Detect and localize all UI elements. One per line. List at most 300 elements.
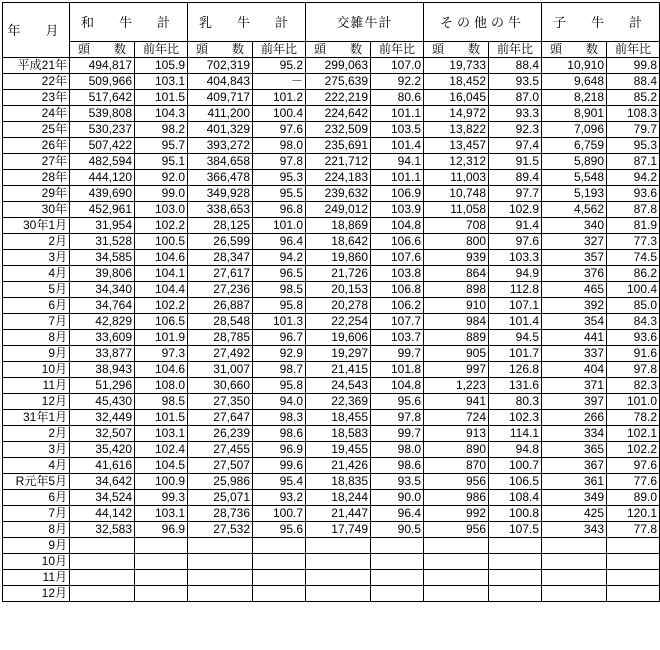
cell-ratio: 77.6 [607, 474, 660, 490]
cell-count [542, 554, 607, 570]
cell-count: 19,860 [306, 250, 371, 266]
cell-ratio: 93.3 [489, 106, 542, 122]
cell-ratio: 100.8 [489, 506, 542, 522]
cell-count: 404 [542, 362, 607, 378]
cell-count: 354 [542, 314, 607, 330]
row-label: 4月 [3, 266, 70, 282]
cell-ratio [253, 570, 306, 586]
table-row [3, 554, 660, 570]
row-label: 30年 [3, 202, 70, 218]
row-label: 30年1月 [3, 218, 70, 234]
cell-ratio: 108.4 [489, 490, 542, 506]
cell-ratio: 104.8 [371, 218, 424, 234]
cell-ratio: 97.4 [489, 138, 542, 154]
row-label: 31年1月 [3, 410, 70, 426]
cell-ratio: 92.3 [489, 122, 542, 138]
cell-count: 27,236 [188, 282, 253, 298]
cell-ratio: 87.8 [607, 202, 660, 218]
cell-count: 327 [542, 234, 607, 250]
cell-count: 889 [424, 330, 489, 346]
cell-count: 26,599 [188, 234, 253, 250]
cell-ratio [371, 554, 424, 570]
cell-count: 33,877 [70, 346, 135, 362]
cell-count: 31,954 [70, 218, 135, 234]
cell-count [70, 570, 135, 586]
cell-ratio: 90.5 [371, 522, 424, 538]
cell-ratio: 101.1 [371, 106, 424, 122]
cell-ratio: 93.6 [607, 186, 660, 202]
cell-count: 27,507 [188, 458, 253, 474]
cell-ratio: 92.9 [253, 346, 306, 362]
table-row [3, 394, 660, 410]
table-row [3, 250, 660, 266]
cell-ratio: 97.8 [253, 154, 306, 170]
cell-ratio: 104.1 [135, 266, 188, 282]
group-header-crossbred: 交雑牛計 [306, 3, 424, 42]
table-row [3, 90, 660, 106]
cell-count: 31,528 [70, 234, 135, 250]
cell-ratio: 96.4 [253, 234, 306, 250]
cell-ratio: 101.5 [135, 410, 188, 426]
cell-ratio: 95.1 [135, 154, 188, 170]
cell-count: 349,928 [188, 186, 253, 202]
sub-header-ratio: 前年比 [253, 42, 306, 58]
cell-count: 34,585 [70, 250, 135, 266]
cell-ratio: 97.6 [253, 122, 306, 138]
cell-count: 18,642 [306, 234, 371, 250]
cell-count: 34,642 [70, 474, 135, 490]
table-row [3, 442, 660, 458]
header-row-sub [3, 42, 660, 58]
cell-ratio: 98.0 [371, 442, 424, 458]
cell-count: 517,642 [70, 90, 135, 106]
cell-count: 13,457 [424, 138, 489, 154]
cell-ratio: 108.3 [607, 106, 660, 122]
cell-count: 992 [424, 506, 489, 522]
cell-ratio: 93.6 [607, 330, 660, 346]
cell-count: 266 [542, 410, 607, 426]
row-label: 6月 [3, 490, 70, 506]
cell-count: 35,420 [70, 442, 135, 458]
cell-count [306, 538, 371, 554]
cell-count: 367 [542, 458, 607, 474]
row-label: R元年5月 [3, 474, 70, 490]
cell-ratio [489, 538, 542, 554]
cell-ratio: 77.8 [607, 522, 660, 538]
cell-count [542, 570, 607, 586]
cell-ratio: 82.3 [607, 378, 660, 394]
cell-count [542, 538, 607, 554]
table-row [3, 138, 660, 154]
cell-ratio: 91.6 [607, 346, 660, 362]
row-label: 2月 [3, 426, 70, 442]
cell-count: 7,096 [542, 122, 607, 138]
cell-count [542, 586, 607, 602]
cell-ratio: 103.1 [135, 74, 188, 90]
cell-count: 45,430 [70, 394, 135, 410]
cell-count: 34,340 [70, 282, 135, 298]
cell-count: 357 [542, 250, 607, 266]
cell-count: 25,071 [188, 490, 253, 506]
cell-ratio [253, 554, 306, 570]
cell-count: 343 [542, 522, 607, 538]
cell-count: 397 [542, 394, 607, 410]
sub-header-count: 頭 数 [306, 42, 371, 58]
cell-ratio: 103.1 [135, 426, 188, 442]
sub-header-count: 頭 数 [542, 42, 607, 58]
cell-ratio: 112.8 [489, 282, 542, 298]
cell-count: 21,447 [306, 506, 371, 522]
cell-ratio: 95.8 [253, 378, 306, 394]
cell-ratio: 94.8 [489, 442, 542, 458]
cell-count: 702,319 [188, 58, 253, 74]
row-label: 23年 [3, 90, 70, 106]
cell-ratio [371, 538, 424, 554]
sub-header-ratio: 前年比 [607, 42, 660, 58]
cell-count: 338,653 [188, 202, 253, 218]
cell-ratio: 103.5 [371, 122, 424, 138]
cell-count: 32,449 [70, 410, 135, 426]
cell-ratio: 98.5 [253, 282, 306, 298]
cell-ratio: 102.2 [607, 442, 660, 458]
cell-count: 28,736 [188, 506, 253, 522]
cell-count: 38,943 [70, 362, 135, 378]
cell-ratio: 102.3 [489, 410, 542, 426]
cell-count: 384,658 [188, 154, 253, 170]
cell-ratio: 99.3 [135, 490, 188, 506]
cell-ratio: 106.2 [371, 298, 424, 314]
cell-count: 800 [424, 234, 489, 250]
row-label: 22年 [3, 74, 70, 90]
cell-count [188, 586, 253, 602]
table-row [3, 378, 660, 394]
table-row [3, 570, 660, 586]
cell-ratio: 98.0 [253, 138, 306, 154]
cell-ratio: 97.6 [607, 458, 660, 474]
header-row-groups [3, 3, 660, 42]
cell-count: 34,524 [70, 490, 135, 506]
row-label: 11月 [3, 378, 70, 394]
row-label: 12月 [3, 394, 70, 410]
table-row [3, 586, 660, 602]
cattle-slaughter-table [2, 2, 660, 602]
table-row [3, 538, 660, 554]
cell-ratio: 106.9 [371, 186, 424, 202]
cell-ratio: 96.9 [135, 522, 188, 538]
cell-count: 439,690 [70, 186, 135, 202]
table-row [3, 410, 660, 426]
cell-count: 26,887 [188, 298, 253, 314]
cell-ratio: 107.7 [371, 314, 424, 330]
cell-count: 939 [424, 250, 489, 266]
cell-ratio: 100.5 [135, 234, 188, 250]
cell-ratio [135, 586, 188, 602]
row-label: 12月 [3, 586, 70, 602]
table-row [3, 58, 660, 74]
table-row [3, 474, 660, 490]
cell-count: 224,183 [306, 170, 371, 186]
row-label: 11月 [3, 570, 70, 586]
cell-count: 956 [424, 522, 489, 538]
row-label: 6月 [3, 298, 70, 314]
cell-count: 444,120 [70, 170, 135, 186]
cell-ratio: 88.4 [607, 74, 660, 90]
cell-count: 20,278 [306, 298, 371, 314]
cell-ratio: 95.2 [253, 58, 306, 74]
cell-ratio: 101.9 [135, 330, 188, 346]
row-label: 24年 [3, 106, 70, 122]
cell-count [306, 570, 371, 586]
sub-header-ratio: 前年比 [135, 42, 188, 58]
cell-count: 465 [542, 282, 607, 298]
cell-count: 349 [542, 490, 607, 506]
cell-ratio: 107.1 [489, 298, 542, 314]
cell-count: 249,012 [306, 202, 371, 218]
cell-count: 393,272 [188, 138, 253, 154]
cell-count: 28,548 [188, 314, 253, 330]
cell-count: 27,455 [188, 442, 253, 458]
cell-ratio: 80.3 [489, 394, 542, 410]
cell-ratio: 101.3 [253, 314, 306, 330]
cell-ratio: 102.2 [135, 298, 188, 314]
cell-ratio: 101.4 [371, 138, 424, 154]
cell-ratio: 80.6 [371, 90, 424, 106]
cell-count: 44,142 [70, 506, 135, 522]
row-label: 8月 [3, 522, 70, 538]
cell-count: 224,642 [306, 106, 371, 122]
cell-count: 6,759 [542, 138, 607, 154]
cell-ratio: 103.8 [371, 266, 424, 282]
cell-count: 404,843 [188, 74, 253, 90]
cell-ratio [253, 538, 306, 554]
cell-ratio: 96.7 [253, 330, 306, 346]
cell-count: 10,748 [424, 186, 489, 202]
cell-count: 986 [424, 490, 489, 506]
cell-ratio [371, 570, 424, 586]
cell-count: 19,606 [306, 330, 371, 346]
cell-ratio: 88.4 [489, 58, 542, 74]
cell-ratio: 95.3 [253, 170, 306, 186]
cell-count: 51,296 [70, 378, 135, 394]
cell-count: 441 [542, 330, 607, 346]
group-header-wagyu: 和 牛 計 [70, 3, 188, 42]
row-label: 5月 [3, 282, 70, 298]
cell-ratio: 98.2 [135, 122, 188, 138]
cell-count [188, 570, 253, 586]
cell-ratio: 104.6 [135, 362, 188, 378]
cell-count: 235,691 [306, 138, 371, 154]
cell-count: 28,125 [188, 218, 253, 234]
cell-count: 724 [424, 410, 489, 426]
cell-count: 365 [542, 442, 607, 458]
cell-count: 21,426 [306, 458, 371, 474]
row-label: 2月 [3, 234, 70, 250]
cell-ratio: 94.2 [253, 250, 306, 266]
cell-count: 25,986 [188, 474, 253, 490]
cell-ratio: 87.0 [489, 90, 542, 106]
table-row [3, 426, 660, 442]
cell-count: 26,239 [188, 426, 253, 442]
cell-count: 507,422 [70, 138, 135, 154]
cell-ratio: 99.7 [371, 346, 424, 362]
row-label: 27年 [3, 154, 70, 170]
cell-ratio: 98.3 [253, 410, 306, 426]
cell-count: 941 [424, 394, 489, 410]
cell-count: 409,717 [188, 90, 253, 106]
row-label: 平成21年 [3, 58, 70, 74]
cell-ratio: 103.3 [489, 250, 542, 266]
cell-count: 12,312 [424, 154, 489, 170]
cell-ratio: 97.6 [489, 234, 542, 250]
cell-ratio: 102.2 [135, 218, 188, 234]
cell-ratio: 97.3 [135, 346, 188, 362]
cell-ratio: 97.8 [371, 410, 424, 426]
cell-ratio: 93.2 [253, 490, 306, 506]
cell-ratio: 90.0 [371, 490, 424, 506]
cell-ratio: 100.7 [253, 506, 306, 522]
cell-count: 18,244 [306, 490, 371, 506]
row-label: 9月 [3, 346, 70, 362]
sub-header-count: 頭 数 [188, 42, 253, 58]
cell-ratio: 101.5 [135, 90, 188, 106]
cell-count [424, 538, 489, 554]
cell-ratio [607, 538, 660, 554]
cell-ratio: 86.2 [607, 266, 660, 282]
cell-count: 864 [424, 266, 489, 282]
cell-ratio: 100.7 [489, 458, 542, 474]
cell-count: 401,329 [188, 122, 253, 138]
cell-ratio: 87.1 [607, 154, 660, 170]
cell-ratio: 96.9 [253, 442, 306, 458]
cell-count: 31,007 [188, 362, 253, 378]
row-label: 29年 [3, 186, 70, 202]
cell-ratio: 114.1 [489, 426, 542, 442]
cell-ratio: 126.8 [489, 362, 542, 378]
cell-count: 21,415 [306, 362, 371, 378]
cell-count: 997 [424, 362, 489, 378]
row-label: 7月 [3, 506, 70, 522]
cell-count: 494,817 [70, 58, 135, 74]
cell-count: 33,609 [70, 330, 135, 346]
table-row [3, 74, 660, 90]
cell-count: 27,492 [188, 346, 253, 362]
cell-ratio: 94.9 [489, 266, 542, 282]
cell-ratio: 96.8 [253, 202, 306, 218]
cell-count: 11,003 [424, 170, 489, 186]
group-header-calf: 子 牛 計 [542, 3, 660, 42]
cell-ratio: 77.3 [607, 234, 660, 250]
cell-count: 890 [424, 442, 489, 458]
cell-count: 956 [424, 474, 489, 490]
cell-count: 18,455 [306, 410, 371, 426]
cell-count: 41,616 [70, 458, 135, 474]
table-row [3, 506, 660, 522]
cell-ratio [489, 554, 542, 570]
cell-count: 371 [542, 378, 607, 394]
cell-ratio: 91.5 [489, 154, 542, 170]
cell-count: 10,910 [542, 58, 607, 74]
cell-ratio: 107.5 [489, 522, 542, 538]
cell-ratio: 101.8 [371, 362, 424, 378]
table-row [3, 154, 660, 170]
row-label: 7月 [3, 314, 70, 330]
cell-ratio: 85.2 [607, 90, 660, 106]
cell-count: 8,901 [542, 106, 607, 122]
cell-count: 18,869 [306, 218, 371, 234]
cell-count: 19,733 [424, 58, 489, 74]
cell-count: 1,223 [424, 378, 489, 394]
cell-count: 361 [542, 474, 607, 490]
cell-ratio: 98.7 [253, 362, 306, 378]
cell-count: 27,350 [188, 394, 253, 410]
cell-ratio [135, 538, 188, 554]
cell-ratio: 98.5 [135, 394, 188, 410]
cell-ratio: 96.4 [371, 506, 424, 522]
cell-ratio: 101.0 [607, 394, 660, 410]
cell-count: 20,153 [306, 282, 371, 298]
cell-count: 299,063 [306, 58, 371, 74]
cell-ratio: 81.9 [607, 218, 660, 234]
cell-count: 21,726 [306, 266, 371, 282]
cell-count: 539,808 [70, 106, 135, 122]
cell-count: 17,749 [306, 522, 371, 538]
cell-count [424, 586, 489, 602]
cell-ratio: 101.0 [253, 218, 306, 234]
cell-count: 28,785 [188, 330, 253, 346]
table-row [3, 218, 660, 234]
row-label: 9月 [3, 538, 70, 554]
cell-ratio [489, 586, 542, 602]
cell-ratio: 101.2 [253, 90, 306, 106]
table-row [3, 522, 660, 538]
table-row [3, 170, 660, 186]
cell-count: 30,660 [188, 378, 253, 394]
cell-ratio: 95.6 [371, 394, 424, 410]
cell-ratio: 100.9 [135, 474, 188, 490]
cell-count: 509,966 [70, 74, 135, 90]
cell-count: 13,822 [424, 122, 489, 138]
cell-ratio: 93.5 [371, 474, 424, 490]
cell-count: 984 [424, 314, 489, 330]
cell-count: 910 [424, 298, 489, 314]
cell-count [424, 554, 489, 570]
cell-ratio: 101.4 [489, 314, 542, 330]
cell-count: 708 [424, 218, 489, 234]
row-label: 25年 [3, 122, 70, 138]
cell-count: 239,632 [306, 186, 371, 202]
sub-header-ratio: 前年比 [489, 42, 542, 58]
row-label: 4月 [3, 458, 70, 474]
cell-ratio: 92.2 [371, 74, 424, 90]
cell-count: 22,254 [306, 314, 371, 330]
cell-count: 24,543 [306, 378, 371, 394]
table-row [3, 266, 660, 282]
row-label: 8月 [3, 330, 70, 346]
row-label: 3月 [3, 250, 70, 266]
cell-count: 22,369 [306, 394, 371, 410]
cell-ratio: 101.1 [371, 170, 424, 186]
cell-count: 340 [542, 218, 607, 234]
cell-ratio: 108.0 [135, 378, 188, 394]
cell-ratio [607, 586, 660, 602]
cell-ratio [607, 570, 660, 586]
table-row [3, 282, 660, 298]
cell-count: 530,237 [70, 122, 135, 138]
sub-header-count: 頭 数 [424, 42, 489, 58]
cell-count: 5,890 [542, 154, 607, 170]
cell-ratio [371, 586, 424, 602]
cell-count: 19,455 [306, 442, 371, 458]
